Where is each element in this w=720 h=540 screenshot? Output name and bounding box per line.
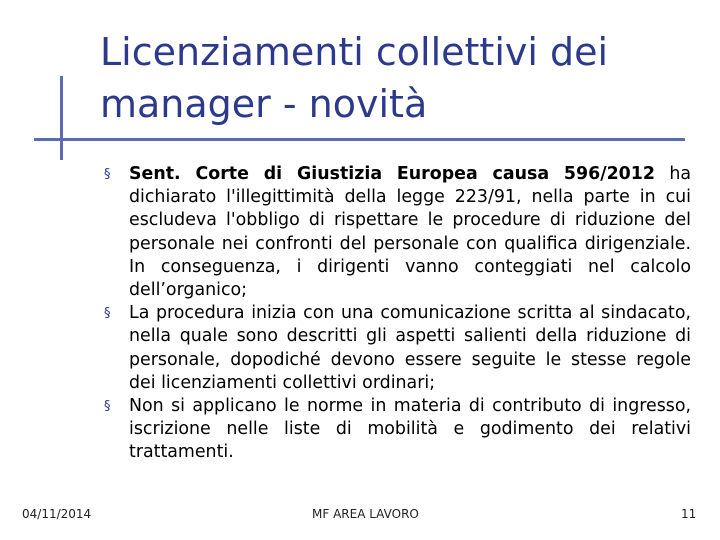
bullet-marker-icon: § — [104, 306, 111, 322]
bullet-item — [104, 163, 691, 302]
bullet-text: Non si applicano le norme in materia di contributo di ingresso, iscrizione nelle liste di mobilità e godimento dei relativi trattamenti. — [129, 396, 691, 463]
slide-title-line-2: manager - novità — [100, 82, 428, 126]
footer-date: 04/11/2014 — [22, 507, 92, 521]
slide-title-line-1: Licenziamenti collettivi dei — [100, 30, 609, 74]
slide-body — [104, 163, 691, 465]
bullet-text: ha dichiarato l'illegittimità della legge 223/91, nella parte in cui escludeva l'obbligo di rispettare le procedure di riduzione del personale nei confronti del personale con qualifica dirigenziale. In conseguenza, i dirigenti vanno conteggiati nel calcolo dell’organico; — [129, 164, 691, 301]
decorative-horizontal-line — [34, 138, 685, 141]
bullet-marker-icon: § — [104, 399, 111, 415]
bullet-text: La procedura inizia con una comunicazione scritta al sindacato, nella quale sono descritti gli aspetti salienti della riduzione di personale, dopodiché devono essere seguite le stesse regole dei licenziamenti collettivi ordinari; — [129, 303, 691, 393]
bullet-item — [104, 395, 691, 465]
bullet-marker-icon: § — [104, 167, 111, 182]
bullet-item — [104, 302, 691, 395]
slide-title — [100, 26, 700, 130]
bullet-bold-text: Sent. Corte di Giustizia Europea causa 596/2012 — [129, 164, 655, 184]
decorative-vertical-line — [60, 76, 63, 160]
page-number: 11 — [681, 507, 697, 521]
footer-center-text: MF AREA LAVORO — [312, 507, 419, 521]
